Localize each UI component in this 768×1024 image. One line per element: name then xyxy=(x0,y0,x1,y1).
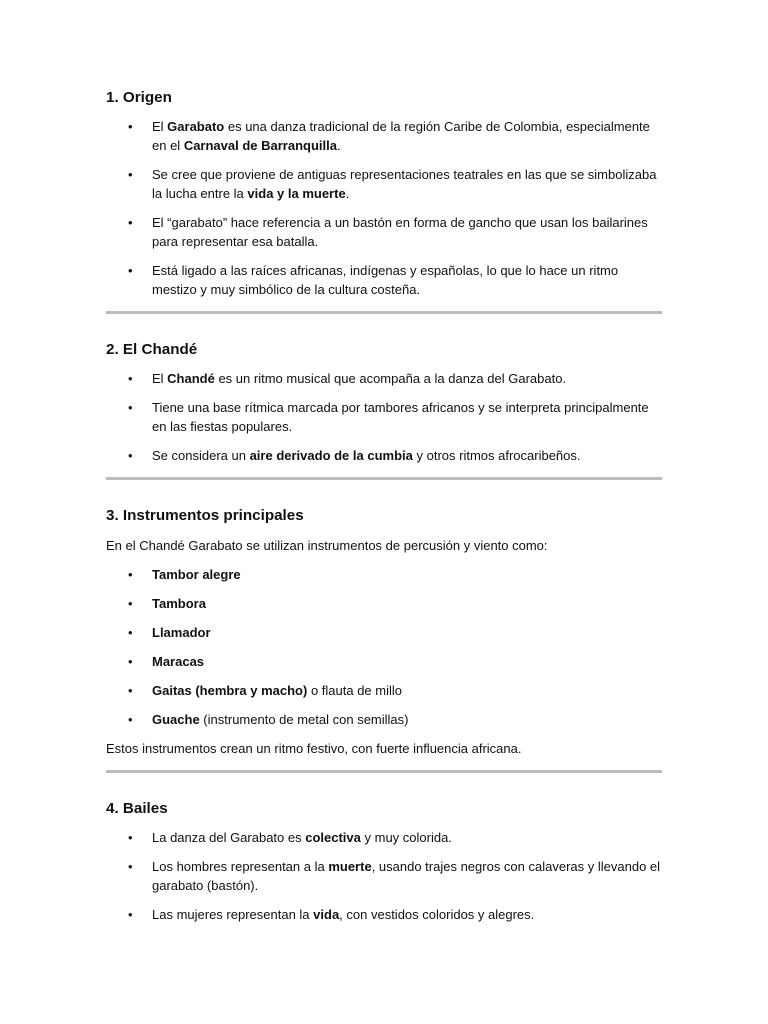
bold-text: Maracas xyxy=(152,654,205,669)
bullet-icon: • xyxy=(128,119,133,134)
bold-text: Tambor alegre xyxy=(152,567,241,582)
bullet-icon: • xyxy=(128,654,133,669)
section-outro: Estos instrumentos crean un ritmo festivo, con fuerte influencia africana. xyxy=(106,741,522,756)
list-item xyxy=(106,905,662,924)
bold-text: muerte xyxy=(328,859,372,874)
bullet-icon: • xyxy=(128,625,133,640)
list-item xyxy=(106,213,662,251)
section-heading-chande: 2. El Chandé xyxy=(106,341,198,358)
bold-text: Gaitas (hembra y macho) xyxy=(152,683,308,698)
text-run: Tiene una base rítmica marcada por tambores africanos y se interpreta principalmente en las fiestas populares. xyxy=(152,400,649,434)
list-item xyxy=(106,369,662,388)
bold-text: Chandé xyxy=(167,371,215,386)
bold-text: colectiva xyxy=(305,830,361,845)
bullet-icon: • xyxy=(128,448,133,463)
list-item xyxy=(106,652,662,671)
bullet-list-chande xyxy=(106,369,662,465)
list-item xyxy=(106,828,662,847)
text-run: El xyxy=(152,119,168,134)
bold-text: vida xyxy=(313,907,340,922)
text-run: o flauta de millo xyxy=(307,683,402,698)
bullet-list-instrumentos xyxy=(106,565,662,729)
bullet-list-origen xyxy=(106,117,662,299)
bullet-icon: • xyxy=(128,683,133,698)
bullet-icon: • xyxy=(128,907,133,922)
section-heading-instrumentos: 3. Instrumentos principales xyxy=(106,507,304,524)
text-run: Se considera un xyxy=(152,448,250,463)
text-run: , usando trajes negros con calaveras y llevando el garabato (bastón). xyxy=(152,859,661,893)
section-heading-bailes: 4. Bailes xyxy=(106,800,168,817)
list-item xyxy=(106,446,662,465)
bold-text: Carnaval de Barranquilla xyxy=(183,138,337,153)
text-run: La danza del Garabato es xyxy=(152,830,306,845)
bold-text: Tambora xyxy=(152,596,206,611)
bold-text: vida y la muerte xyxy=(247,186,346,201)
text-run: y otros ritmos afrocaribeños. xyxy=(412,448,581,463)
text-run: Se cree que proviene de antiguas representaciones teatrales en las que se simbolizaba la lucha entre la xyxy=(152,167,657,201)
list-item xyxy=(106,165,662,203)
text-run: Los hombres representan a la xyxy=(152,859,329,874)
horizontal-divider xyxy=(106,770,662,773)
text-run: . xyxy=(336,138,341,153)
horizontal-divider xyxy=(106,311,662,314)
text-run: es un ritmo musical que acompaña a la danza del Garabato. xyxy=(214,371,567,386)
horizontal-divider xyxy=(106,477,662,480)
bullet-icon: • xyxy=(128,263,133,278)
section-heading-origen: 1. Origen xyxy=(106,89,172,106)
list-item xyxy=(106,857,662,895)
bullet-icon: • xyxy=(128,596,133,611)
text-run: El xyxy=(152,371,168,386)
bold-text: Llamador xyxy=(152,625,211,640)
document-page xyxy=(106,88,662,924)
list-item xyxy=(106,594,662,613)
text-run: Las mujeres representan la xyxy=(152,907,314,922)
bullet-icon: • xyxy=(128,400,133,415)
bullet-icon: • xyxy=(128,830,133,845)
text-run: Está ligado a las raíces africanas, indígenas y españolas, lo que lo hace un ritmo mestizo y muy simbólico de la cultura costeña. xyxy=(152,263,619,297)
text-run: (instrumento de metal con semillas) xyxy=(199,712,409,727)
bullet-list-bailes xyxy=(106,828,662,924)
bold-text: aire derivado de la cumbia xyxy=(249,448,413,463)
list-item xyxy=(106,623,662,642)
list-item xyxy=(106,398,662,436)
text-run: . xyxy=(345,186,350,201)
list-item xyxy=(106,261,662,299)
list-item xyxy=(106,681,662,700)
bullet-icon: • xyxy=(128,859,133,874)
bullet-icon: • xyxy=(128,215,133,230)
bullet-icon: • xyxy=(128,567,133,582)
bullet-icon: • xyxy=(128,712,133,727)
bullet-icon: • xyxy=(128,167,133,182)
text-run: El “garabato” hace referencia a un bastón en forma de gancho que usan los bailarines para representar esa batalla. xyxy=(152,215,648,249)
text-run: y muy colorida. xyxy=(360,830,452,845)
bold-text: Garabato xyxy=(167,119,225,134)
text-run: es una danza tradicional de la región Caribe de Colombia, especialmente en el xyxy=(152,119,650,153)
list-item xyxy=(106,117,662,155)
section-intro: En el Chandé Garabato se utilizan instrumentos de percusión y viento como: xyxy=(106,538,548,553)
bullet-icon: • xyxy=(128,371,133,386)
text-run: , con vestidos coloridos y alegres. xyxy=(339,907,535,922)
list-item xyxy=(106,565,662,584)
list-item xyxy=(106,710,662,729)
bold-text: Guache xyxy=(152,712,200,727)
